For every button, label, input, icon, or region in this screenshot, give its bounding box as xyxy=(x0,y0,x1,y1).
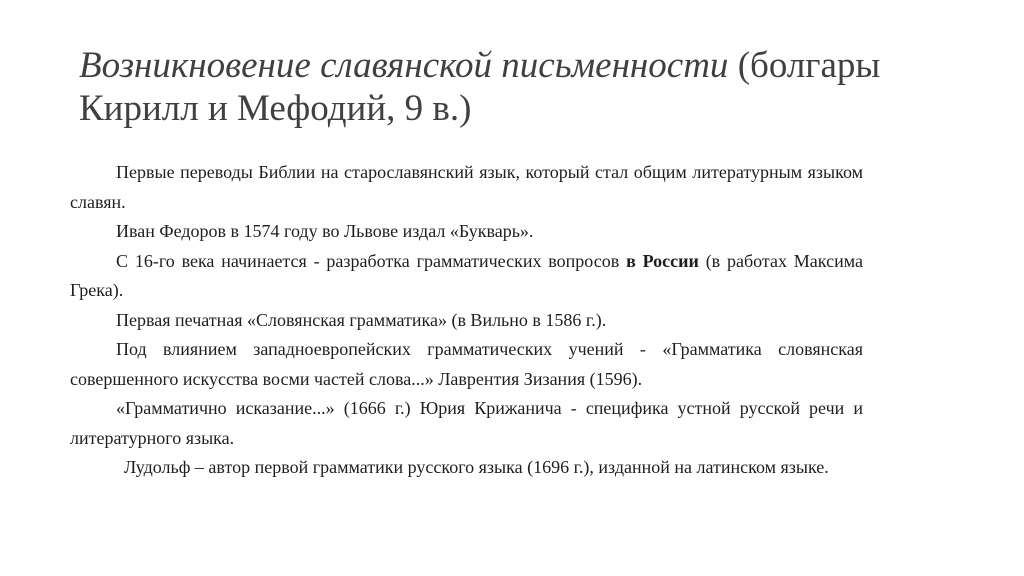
paragraph-fedorov-bukvar: Иван Федоров в 1574 году во Львове издал «Букварь». xyxy=(116,221,534,241)
paragraph-16th-century-before: С 16-го века начинается - разработка грамматических вопросов xyxy=(116,250,627,271)
slide-body xyxy=(70,158,863,483)
title-italic-part: Возникновение славянской письменности xyxy=(79,45,729,86)
paragraph-16th-century xyxy=(70,247,863,306)
slide-title xyxy=(79,44,959,130)
paragraph-krizhanich: «Грамматично исказание...» (1666 г.) Юрия Крижанича - специфика устной русской речи и литературного языка. xyxy=(70,398,863,448)
paragraph-bible-translations: Первые переводы Библии на старославянский язык, который стал общим литературным языком славян. xyxy=(70,162,863,212)
paragraph-16th-century-after: (в работах Максима Грека). xyxy=(70,250,863,300)
paragraph-ludolf: Лудольф – автор первой грамматики русского языка (1696 г.), изданной на латинском языке. xyxy=(124,457,829,477)
title-normal-part: (болгары Кирилл и Мефодий, 9 в.) xyxy=(79,45,881,129)
paragraph-zizaniy-grammar: Под влиянием западноевропейских грамматических учений - «Грамматика словянская совершенного искусства восми частей слова...» Лаврентия Зизания (1596). xyxy=(70,339,863,389)
paragraph-16th-century-bold: в России xyxy=(626,250,699,271)
paragraph-first-printed-grammar: Первая печатная «Словянская грамматика» (в Вильно в 1586 г.). xyxy=(116,309,607,330)
